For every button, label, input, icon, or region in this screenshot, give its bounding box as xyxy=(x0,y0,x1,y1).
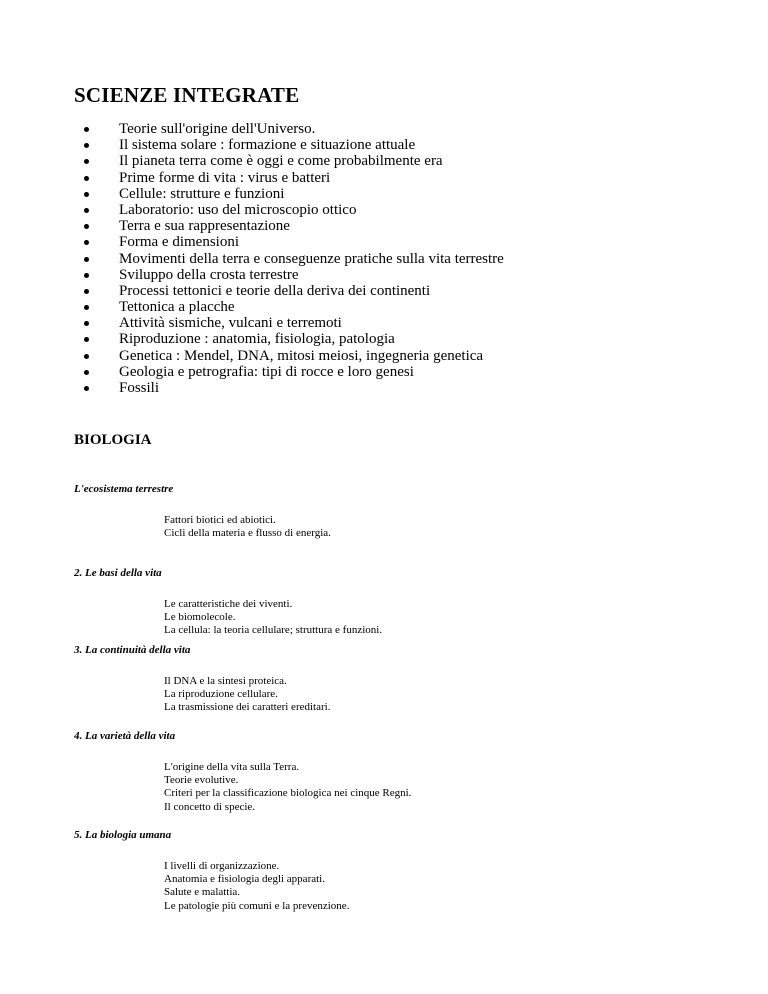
chapter-line: Anatomia e fisiologia degli apparati. xyxy=(164,873,325,886)
chapter-line: Teorie evolutive. xyxy=(164,774,239,787)
chapter-line: Le biomolecole. xyxy=(164,611,236,624)
chapter-line: I livelli di organizzazione. xyxy=(164,860,280,872)
bullet-icon xyxy=(84,370,89,375)
topic-text: Genetica : Mendel, DNA, mitosi meiosi, ingegneria genetica xyxy=(119,347,484,364)
chapter-line: Criteri per la classificazione biologica nei cinque Regni. xyxy=(164,787,412,800)
topic-text: Terra e sua rappresentazione xyxy=(119,218,290,235)
bullet-icon xyxy=(84,208,89,213)
chapter-title: 5. La biologia umana xyxy=(74,829,172,841)
document-title: SCIENZE INTEGRATE xyxy=(74,83,300,107)
topic-text: Il pianeta terra come è oggi e come probabilmente era xyxy=(119,153,443,170)
chapter-line: Cicli della materia e flusso di energia. xyxy=(164,527,331,540)
chapter-line: La trasmissione dei caratteri ereditari. xyxy=(164,701,331,714)
bullet-icon xyxy=(84,257,89,262)
chapter-line: La riproduzione cellulare. xyxy=(164,688,278,701)
chapter-lines xyxy=(164,761,411,814)
bullet-icon xyxy=(84,321,89,326)
chapter-title: L'ecosistema terrestre xyxy=(74,483,174,495)
topic-text: Cellule: strutture e funzioni xyxy=(119,185,285,202)
bullet-icon xyxy=(84,337,89,342)
bullet-icon xyxy=(84,289,89,294)
bullet-icon xyxy=(84,240,89,245)
bullet-icon xyxy=(84,127,89,132)
chapter-lines xyxy=(164,514,331,540)
bullet-icon xyxy=(84,305,89,310)
section-title: BIOLOGIA xyxy=(74,432,152,448)
bullet-icon xyxy=(84,192,89,197)
topic-text: Fossili xyxy=(119,380,160,396)
bullet-icon xyxy=(84,176,89,181)
chapter-lines xyxy=(164,675,330,715)
bullet-icon xyxy=(84,354,89,359)
chapter-line: L'origine della vita sulla Terra. xyxy=(164,761,300,773)
chapter-line: Salute e malattia. xyxy=(164,886,241,899)
topic-text: Attività sismiche, vulcani e terremoti xyxy=(119,315,342,332)
topic-text: Movimenti della terra e conseguenze pratiche sulla vita terrestre xyxy=(119,250,504,267)
topic-text: Forma e dimensioni xyxy=(119,234,239,251)
topic-text: Sviluppo della crosta terrestre xyxy=(119,266,299,283)
bullet-icon xyxy=(84,273,89,278)
topic-text: Teorie sull'origine dell'Universo. xyxy=(119,121,316,137)
bullet-icon xyxy=(84,159,89,164)
topic-text: Geologia e petrografia: tipi di rocce e loro genesi xyxy=(119,363,414,380)
chapter-title: 4. La varietà della vita xyxy=(74,730,176,742)
bullet-icon xyxy=(84,386,89,391)
chapter-title: 3. La continuità della vita xyxy=(74,644,191,656)
bullet-icon xyxy=(84,224,89,229)
chapter-line: La cellula: la teoria cellulare; struttura e funzioni. xyxy=(164,624,383,637)
chapter-line: Il DNA e la sintesi proteica. xyxy=(164,675,287,687)
topic-text: Il sistema solare : formazione e situazione attuale xyxy=(119,137,416,154)
chapter-line: Il concetto di specie. xyxy=(164,800,256,813)
bullet-icon xyxy=(84,143,89,148)
topic-text: Prime forme di vita : virus e batteri xyxy=(119,169,331,186)
chapter-line: Fattori biotici ed abiotici. xyxy=(164,514,276,526)
topic-text: Tettonica a placche xyxy=(119,299,235,316)
chapter-line: Le caratteristiche dei viventi. xyxy=(164,598,293,610)
topic-text: Laboratorio: uso del microscopio ottico xyxy=(119,201,357,218)
chapter-lines xyxy=(164,860,349,913)
chapter-title: 2. Le basi della vita xyxy=(74,567,162,579)
chapter-line: Le patologie più comuni e la prevenzione. xyxy=(164,899,350,912)
topic-text: Riproduzione : anatomia, fisiologia, patologia xyxy=(119,331,395,348)
chapter-lines xyxy=(164,598,382,638)
topic-text: Processi tettonici e teorie della deriva dei continenti xyxy=(119,282,431,299)
